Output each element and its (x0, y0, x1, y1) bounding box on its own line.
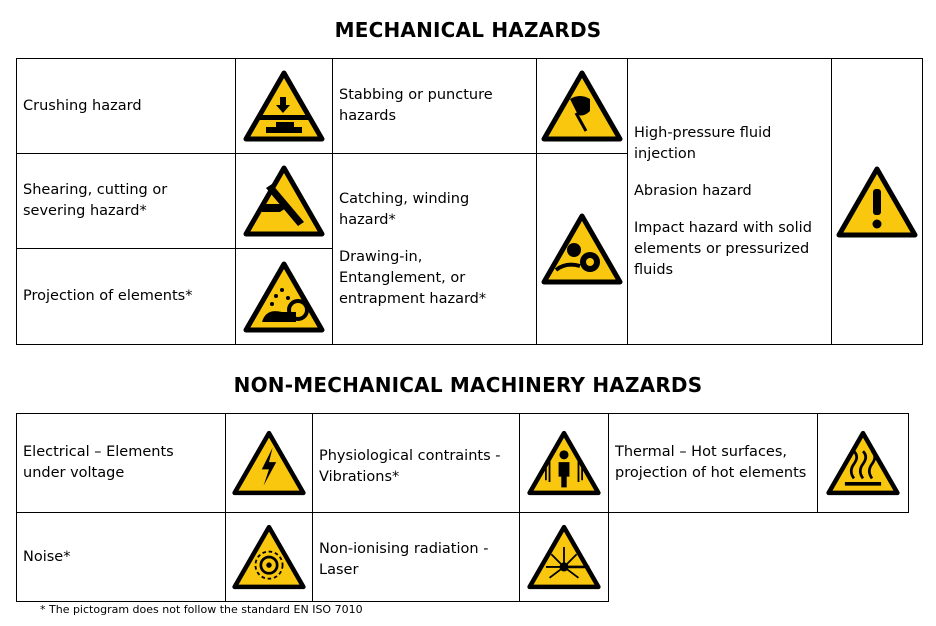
non-mechanical-title: NON-MECHANICAL MACHINERY HAZARDS (233, 373, 703, 397)
shearing-icon-cell (235, 153, 333, 249)
crushing-label: Crushing hazard (16, 58, 236, 154)
noise-icon (231, 523, 307, 591)
electrical-icon (231, 429, 307, 497)
crushing-icon (242, 69, 326, 143)
vibration-icon (526, 429, 602, 497)
general-warning-icon-cell (831, 58, 923, 345)
projection-label: Projection of elements* (16, 248, 236, 345)
footnote: * The pictogram does not follow the standard EN ISO 7010 (40, 603, 363, 616)
electrical-icon-cell (225, 413, 313, 513)
general-warning-icon (835, 165, 919, 239)
vibration-icon-cell (519, 413, 609, 513)
laser-icon-cell (519, 512, 609, 602)
physiological-label: Physiological contraints - Vibrations* (312, 413, 520, 513)
projection-icon (242, 260, 326, 334)
thermal-label: Thermal – Hot surfaces, projection of hot elements (608, 413, 818, 513)
stabbing-icon-cell (536, 58, 628, 154)
winding-icon (540, 212, 624, 286)
high-pressure-label: High-pressure fluid injection (634, 124, 772, 162)
hot-surface-icon (825, 429, 901, 497)
projection-icon-cell (235, 248, 333, 345)
stabbing-icon (540, 69, 624, 143)
winding-icon-cell (536, 153, 628, 345)
mechanical-title: MECHANICAL HAZARDS (334, 18, 602, 42)
shearing-icon (242, 164, 326, 238)
abrasion-label: Abrasion hazard (634, 182, 752, 199)
noise-icon-cell (225, 512, 313, 602)
hot-surface-icon-cell (817, 413, 909, 513)
crushing-icon-cell (235, 58, 333, 154)
noise-label: Noise* (16, 512, 226, 602)
electrical-label: Electrical – Elements under voltage (16, 413, 226, 513)
shearing-label: Shearing, cutting or severing hazard* (16, 153, 236, 249)
catching-label: Catching, winding hazard* (339, 190, 470, 228)
other-mechanical-cell (627, 58, 832, 345)
radiation-label: Non-ionising radiation - Laser (312, 512, 520, 602)
laser-icon (526, 523, 602, 591)
stabbing-label: Stabbing or puncture hazards (332, 58, 537, 154)
drawing-label: Drawing-in, Entanglement, or entrapment hazard* (339, 248, 487, 307)
impact-label: Impact hazard with solid elements or pressurized fluids (634, 219, 812, 278)
catching-drawing-cell (332, 153, 537, 345)
